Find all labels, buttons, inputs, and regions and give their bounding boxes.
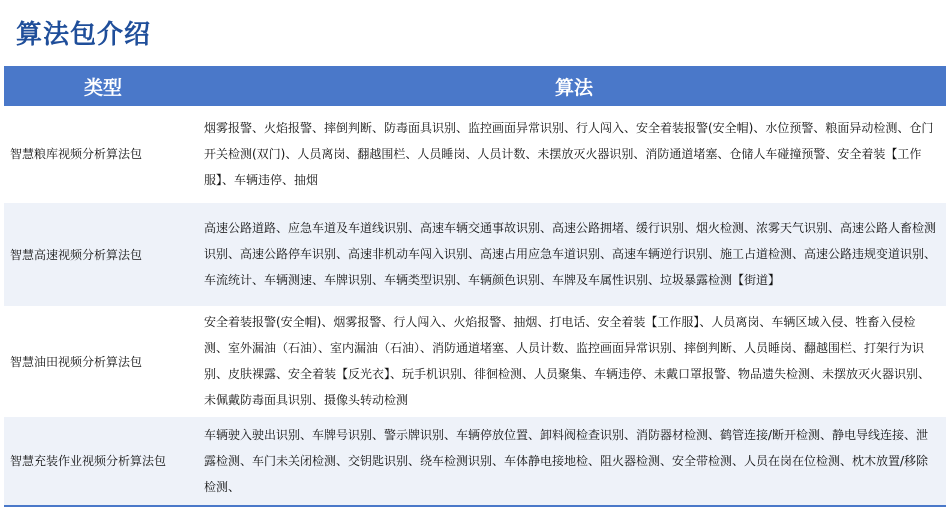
table-header-row [4,66,946,106]
package-name: 智慧充装作业视频分析算法包 [4,416,202,506]
package-algorithms: 安全着装报警(安全帽)、烟雾报警、行人闯入、火焰报警、抽烟、打电话、安全着装【工作服】、人员离岗、车辆区域入侵、牲畜入侵检测、室外漏油（石油）、室内漏油（石油）、消防通道堵塞、人员计数、监控画面异常识别、摔倒判断、人员睡岗、翻越围栏、打架行为识别、皮肤裸露、安全着装【反光衣】、玩手机识别、徘徊检测、人员聚集、车辆违停、未戴口罩报警、物品遗失检测、未摆放灭火器识别、未佩戴防毒面具识别、摄像头转动检测 [202,306,946,416]
package-algorithms: 车辆驶入驶出识别、车牌号识别、警示牌识别、车辆停放位置、卸料阀检查识别、消防器材检测、鹤管连接/断开检测、静电导线连接、泄露检测、车门未关闭检测、交钥匙识别、绕车检测识别、车体静电接地检、阻火器检测、安全带检测、人员在岗在位检测、枕木放置/移除检测、 [202,416,946,506]
algorithm-package-table [4,66,946,507]
table-row [4,202,946,306]
table-row [4,416,946,506]
package-name: 智慧粮库视频分析算法包 [4,106,202,202]
package-algorithms: 高速公路道路、应急车道及车道线识别、高速车辆交通事故识别、高速公路拥堵、缓行识别、烟火检测、浓雾天气识别、高速公路人畜检测识别、高速公路停车识别、高速非机动车闯入识别、高速占用应急车道识别、高速车辆逆行识别、施工占道检测、高速公路违规变道识别、车流统计、车辆测速、车牌识别、车辆类型识别、车辆颜色识别、车牌及车属性识别、垃圾暴露检测【街道】 [202,202,946,306]
header-algorithms: 算法 [202,66,946,106]
table-row [4,106,946,202]
package-name: 智慧高速视频分析算法包 [4,202,202,306]
header-type: 类型 [4,66,202,106]
package-name: 智慧油田视频分析算法包 [4,306,202,416]
page-title: 算法包介绍 [16,20,152,50]
package-algorithms: 烟雾报警、火焰报警、摔倒判断、防毒面具识别、监控画面异常识别、行人闯入、安全着装报警(安全帽)、水位预警、粮面异动检测、仓门开关检测(双门)、人员离岗、翻越围栏、人员睡岗、人员计数、未摆放灭火器识别、消防通道堵塞、仓储人车碰撞预警、安全着装【工作服】、车辆违停、抽烟 [202,106,946,202]
table-row [4,306,946,416]
